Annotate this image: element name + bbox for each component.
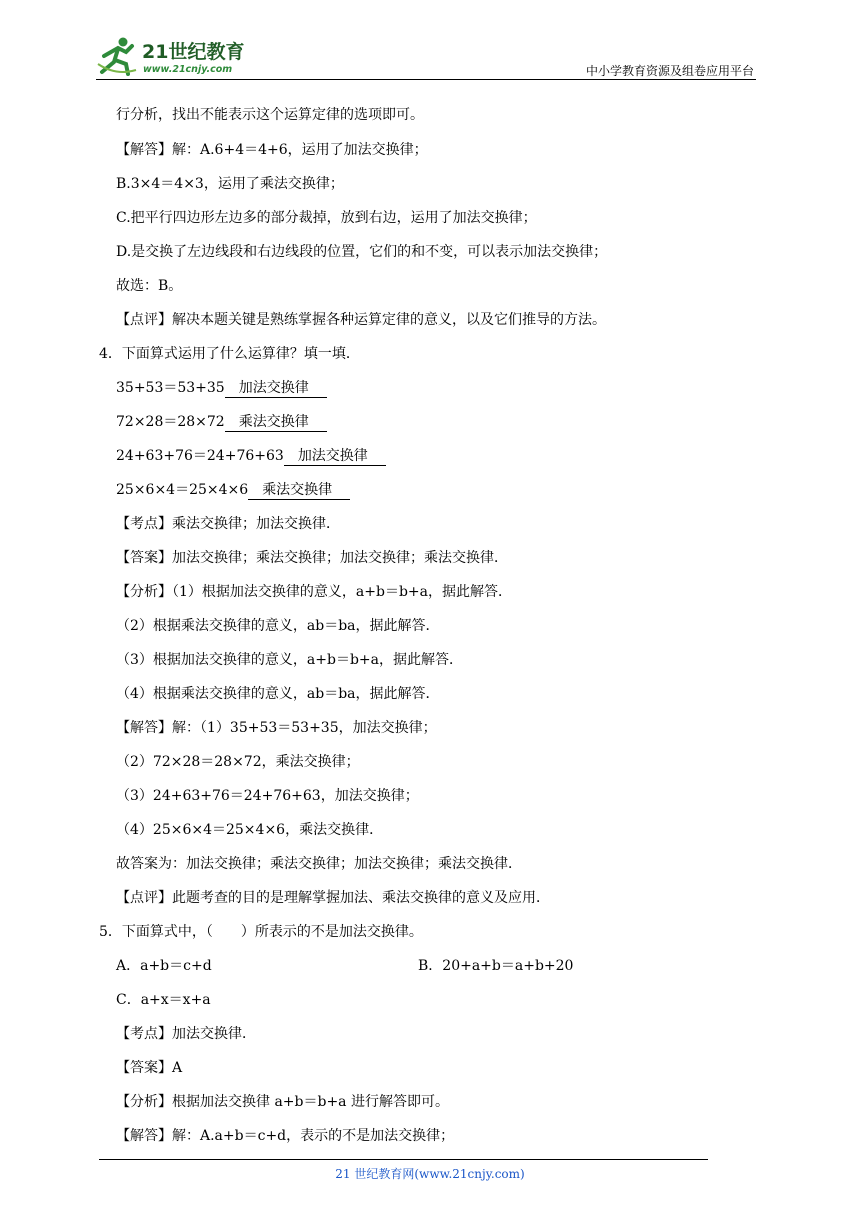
text-line: 【考点】乘法交换律；加法交换律． bbox=[116, 516, 340, 532]
text-line: （2）72×28＝28×72，乘法交换律； bbox=[116, 754, 360, 770]
fill-in-answer: 加法交换律 bbox=[225, 380, 327, 398]
footer-divider bbox=[99, 1159, 708, 1160]
header-platform-text: 中小学教育资源及组卷应用平台 bbox=[585, 64, 754, 78]
text-line: （3）24+63+76＝24+76+63，加法交换律； bbox=[116, 788, 419, 804]
text-line: 【考点】加法交换律． bbox=[116, 1026, 256, 1042]
text-line: 【分析】根据加法交换律 a+b＝b+a 进行解答即可。 bbox=[116, 1094, 449, 1110]
fill-in-answer: 乘法交换律 bbox=[248, 482, 350, 500]
fill-in-answer: 乘法交换律 bbox=[225, 414, 327, 432]
option-c: C．a+x＝x+a bbox=[116, 992, 211, 1008]
runner-icon bbox=[98, 38, 136, 75]
text-line: （4）根据乘法交换律的意义，ab＝ba，据此解答． bbox=[116, 686, 440, 702]
fill-in-expression: 24+63+76＝24+76+63 bbox=[116, 448, 284, 464]
text-line: 故选：B。 bbox=[116, 278, 183, 294]
footer-link[interactable]: 21 世纪教育网(www.21cnjy.com) bbox=[335, 1167, 525, 1181]
text-line: （3）根据加法交换律的意义，a+b＝b+a，据此解答． bbox=[116, 652, 463, 668]
text-line: D.是交换了左边线段和右边线段的位置，它们的和不变，可以表示加法交换律； bbox=[116, 244, 608, 260]
text-line: （4）25×6×4＝25×4×6，乘法交换律． bbox=[116, 822, 384, 838]
logo-title: 21世纪教育 bbox=[142, 41, 245, 63]
text-line: 【解答】解：A.a+b＝c+d，表示的不是加法交换律； bbox=[116, 1128, 455, 1144]
fill-in-expression: 72×28＝28×72 bbox=[116, 414, 225, 430]
option-b: B．20+a+b＝a+b+20 bbox=[418, 958, 574, 974]
text-line: 【点评】此题考查的目的是理解掌握加法、乘法交换律的意义及应用． bbox=[116, 890, 550, 906]
logo-url: www.21cnjy.com bbox=[143, 64, 233, 75]
fill-in-answer: 加法交换律 bbox=[284, 448, 386, 466]
fill-in-row bbox=[116, 413, 327, 432]
question-5-stem: 5．下面算式中，（ ）所表示的不是加法交换律。 bbox=[99, 924, 423, 940]
logo-21cnjy bbox=[96, 34, 266, 78]
fill-in-row bbox=[116, 447, 386, 466]
text-line: 【点评】解决本题关键是熟练掌握各种运算定律的意义，以及它们推导的方法。 bbox=[116, 312, 606, 328]
fill-in-row bbox=[116, 379, 327, 398]
text-line: 【答案】加法交换律；乘法交换律；加法交换律；乘法交换律． bbox=[116, 550, 508, 566]
header-divider bbox=[96, 79, 756, 80]
text-line: （2）根据乘法交换律的意义，ab＝ba，据此解答． bbox=[116, 618, 440, 634]
text-line: 行分析，找出不能表示这个运算定律的选项即可。 bbox=[116, 107, 424, 123]
option-a: A．a+b＝c+d bbox=[116, 958, 212, 974]
question-4-stem: 4．下面算式运用了什么运算律？填一填． bbox=[99, 346, 360, 362]
text-line: 【分析】（1）根据加法交换律的意义，a+b＝b+a，据此解答． bbox=[116, 584, 512, 600]
text-line: 【解答】解：A.6+4＝4+6，运用了加法交换律； bbox=[116, 142, 428, 158]
fill-in-expression: 35+53＝53+35 bbox=[116, 380, 225, 396]
fill-in-expression: 25×6×4＝25×4×6 bbox=[116, 482, 249, 498]
text-line: 【答案】A bbox=[116, 1060, 183, 1076]
text-line: 故答案为：加法交换律；乘法交换律；加法交换律；乘法交换律． bbox=[116, 856, 522, 872]
text-line: C.把平行四边形左边多的部分裁掉，放到右边，运用了加法交换律； bbox=[116, 210, 537, 226]
text-line: B.3×4＝4×3，运用了乘法交换律； bbox=[116, 176, 344, 192]
text-line: 【解答】解：（1）35+53＝53+35，加法交换律； bbox=[116, 720, 437, 736]
fill-in-row bbox=[116, 481, 350, 500]
